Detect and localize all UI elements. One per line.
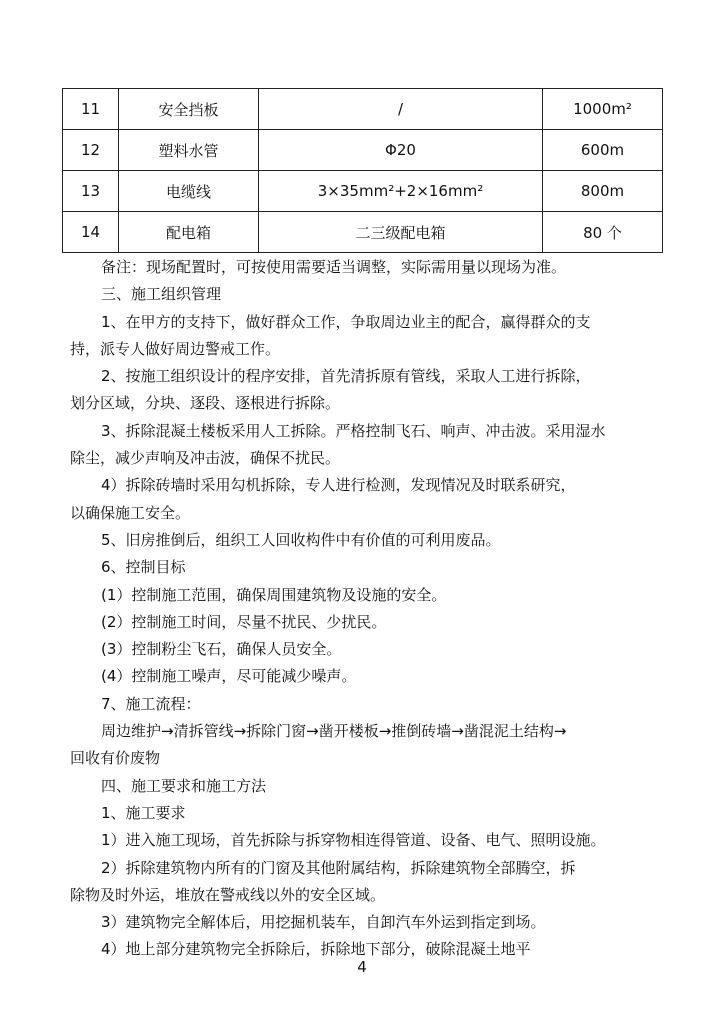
text-line: 1）进入施工现场，首先拆除与拆穿物相连得管道、设备、电气、照明设施。 — [101, 831, 606, 850]
row-number-cell: 14 — [63, 212, 119, 253]
text-line: 4）拆除砖墙时采用勾机拆除，专人进行检测，发现情况及时联系研究， — [101, 476, 576, 495]
row-number-cell: 11 — [63, 89, 119, 130]
text-line: 1、在甲方的支持下，做好群众工作，争取周边业主的配合，赢得群众的支 — [101, 312, 591, 331]
text-line: 持，派专人做好周边警戒工作。 — [70, 339, 281, 358]
text-line: 周边维护→清拆管线→拆除门窗→凿开楼板→推倒砖墙→凿混泥土结构→ — [101, 722, 567, 741]
quantity-cell: 1000m² — [543, 89, 663, 130]
text-line: 回收有价废物 — [70, 749, 161, 768]
quantity-cell: 800m — [543, 171, 663, 212]
spec-cell: 二三级配电箱 — [259, 212, 543, 253]
item-name-cell: 塑料水管 — [119, 130, 259, 171]
text-line: 除物及时外运，堆放在警戒线以外的安全区域。 — [70, 885, 386, 904]
row-number-cell: 12 — [63, 130, 119, 171]
item-name-cell: 配电箱 — [119, 212, 259, 253]
spec-cell: Φ20 — [259, 130, 543, 171]
body-text — [70, 254, 660, 964]
materials-table — [62, 88, 663, 253]
table-row — [63, 212, 663, 253]
text-line: (4）控制施工噪声，尽可能减少噪声。 — [101, 667, 357, 686]
text-line: 以确保施工安全。 — [70, 503, 191, 522]
text-line: 6、控制目标 — [101, 558, 186, 577]
text-line: 2、按施工组织设计的程序安排，首先清拆原有管线，采取人工进行拆除， — [101, 367, 591, 386]
text-line: 2）拆除建筑物内所有的门窗及其他附属结构，拆除建筑物全部腾空，拆 — [101, 858, 576, 877]
table-row — [63, 171, 663, 212]
text-line: (1）控制施工范围，确保周围建筑物及设施的安全。 — [101, 585, 447, 604]
item-name-cell: 安全挡板 — [119, 89, 259, 130]
text-line: 4）地上部分建筑物完全拆除后，拆除地下部分，破除混凝土地平 — [101, 940, 531, 959]
text-line: 1、施工要求 — [101, 803, 186, 822]
table-row — [63, 130, 663, 171]
text-line: 7、施工流程： — [101, 694, 201, 713]
text-line: 3）建筑物完全解体后，用挖掘机装车，自卸汽车外运到指定到场。 — [101, 913, 546, 932]
quantity-cell: 80 个 — [543, 212, 663, 253]
quantity-cell: 600m — [543, 130, 663, 171]
text-line: 5、旧房推倒后，组织工人回收构件中有价值的可利用废品。 — [101, 530, 501, 549]
text-line: (2）控制施工时间，尽量不扰民、少扰民。 — [101, 612, 387, 631]
text-line: 四、施工要求和施工方法 — [101, 776, 267, 795]
table-row — [63, 89, 663, 130]
text-line: 除尘，减少声响及冲击波，确保不扰民。 — [70, 449, 341, 468]
text-line: 备注：现场配置时，可按使用需要适当调整，实际需用量以现场为准。 — [101, 258, 567, 276]
row-number-cell: 13 — [63, 171, 119, 212]
page-number: 4 — [357, 958, 367, 976]
text-line: 划分区域，分块、逐段、逐根进行拆除。 — [70, 394, 341, 413]
spec-cell: 3×35mm²+2×16mm² — [259, 171, 543, 212]
text-line: (3）控制粉尘飞石，确保人员安全。 — [101, 640, 342, 659]
spec-cell: / — [259, 89, 543, 130]
item-name-cell: 电缆线 — [119, 171, 259, 212]
text-line: 三、施工组织管理 — [101, 285, 222, 304]
text-line: 3、拆除混凝土楼板采用人工拆除。严格控制飞石、响声、冲击波。采用湿水 — [101, 421, 606, 440]
